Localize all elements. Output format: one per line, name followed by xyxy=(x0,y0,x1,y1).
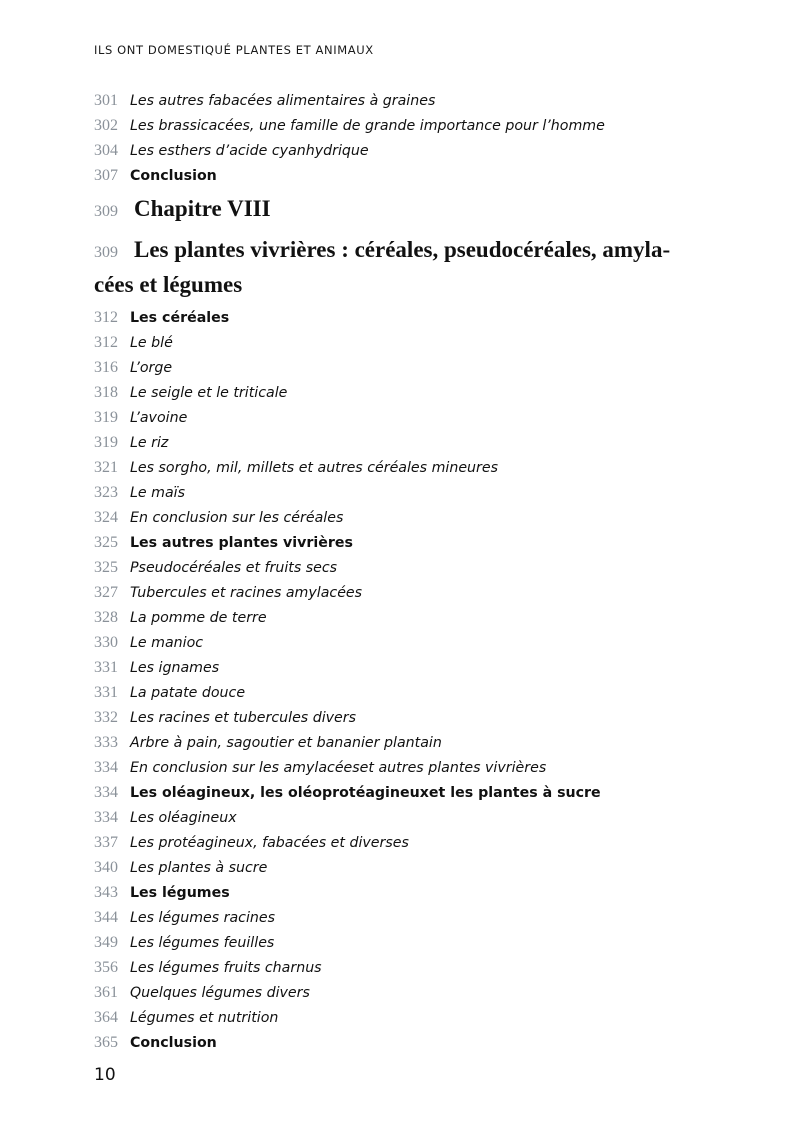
toc-entry[interactable] xyxy=(94,405,734,430)
toc-entry-title: Le blé xyxy=(130,335,173,351)
toc-entry[interactable] xyxy=(94,530,734,555)
toc-entry-page-number: 325 xyxy=(94,534,118,551)
toc-entry[interactable] xyxy=(94,355,734,380)
toc-entry-title: Le maïs xyxy=(130,485,185,501)
toc-entry-page-number: 301 xyxy=(94,92,118,109)
toc-entry-page-number: 365 xyxy=(94,1034,118,1051)
toc-entry[interactable] xyxy=(94,163,734,188)
toc-entry-page-number: 340 xyxy=(94,859,118,876)
toc-entry-title: L’avoine xyxy=(130,410,188,426)
toc-entry-title: Les légumes racines xyxy=(130,910,276,926)
toc-entry[interactable] xyxy=(94,380,734,405)
toc-entry-title: Les autres plantes vivrières xyxy=(130,535,353,551)
section-heading xyxy=(94,234,704,301)
toc-entry[interactable] xyxy=(94,630,734,655)
toc-entry-title: Les légumes feuilles xyxy=(130,935,275,951)
toc-entry-page-number: 349 xyxy=(94,934,118,951)
chapter-title: Chapitre VIII xyxy=(134,196,271,221)
toc-entry[interactable] xyxy=(94,505,734,530)
toc-entry-title: Les esthers d’acide cyanhydrique xyxy=(130,143,369,159)
toc-entry[interactable] xyxy=(94,955,734,980)
toc-entry[interactable] xyxy=(94,655,734,680)
toc-entry[interactable] xyxy=(94,805,734,830)
section-title: Les plantes vivrières : céréales, pseudocéréales, amyla-cées et légumes xyxy=(94,237,671,297)
toc-entry-page-number: 312 xyxy=(94,334,118,351)
toc-entry-title: Le riz xyxy=(130,435,169,451)
toc-entry-title: Les oléagineux, les oléoprotéagineuxet les plantes à sucre xyxy=(130,785,601,801)
toc-entry-title: La patate douce xyxy=(130,685,246,701)
toc-entry-page-number: 327 xyxy=(94,584,118,601)
toc-entry-page-number: 331 xyxy=(94,659,118,676)
toc-entry-title: La pomme de terre xyxy=(130,610,267,626)
toc-entry-title: En conclusion sur les amylacéeset autres plantes vivrières xyxy=(130,760,547,776)
toc-entries-top xyxy=(94,88,734,188)
toc-entry-page-number: 318 xyxy=(94,384,118,401)
toc-entry-page-number: 319 xyxy=(94,434,118,451)
chapter-page-number: 309 xyxy=(94,203,118,220)
toc-entry-page-number: 334 xyxy=(94,809,118,826)
toc-entry-page-number: 361 xyxy=(94,984,118,1001)
toc-entry-title: Les autres fabacées alimentaires à graines xyxy=(130,93,436,109)
toc-entry[interactable] xyxy=(94,980,734,1005)
toc-entry[interactable] xyxy=(94,430,734,455)
toc-entry[interactable] xyxy=(94,330,734,355)
toc-entry-page-number: 356 xyxy=(94,959,118,976)
toc-entry-page-number: 334 xyxy=(94,784,118,801)
toc-entry-title: L’orge xyxy=(130,360,173,376)
toc-entry-page-number: 330 xyxy=(94,634,118,651)
toc-entry[interactable] xyxy=(94,88,734,113)
toc-entry[interactable] xyxy=(94,580,734,605)
toc-entry-page-number: 316 xyxy=(94,359,118,376)
page-number: 10 xyxy=(94,1065,116,1085)
toc-entry-page-number: 328 xyxy=(94,609,118,626)
toc-entry-page-number: 344 xyxy=(94,909,118,926)
toc-entry-title: Quelques légumes divers xyxy=(130,985,310,1001)
toc-entry[interactable] xyxy=(94,705,734,730)
toc-entry-page-number: 332 xyxy=(94,709,118,726)
toc-entry-page-number: 331 xyxy=(94,684,118,701)
toc-entry-title: Les ignames xyxy=(130,660,220,676)
toc-entry-title: Conclusion xyxy=(130,168,217,184)
toc-entry[interactable] xyxy=(94,855,734,880)
toc-entry[interactable] xyxy=(94,680,734,705)
toc-entry[interactable] xyxy=(94,905,734,930)
toc-entry-title: Les brassicacées, une famille de grande importance pour l’homme xyxy=(130,118,605,134)
toc-entry-page-number: 321 xyxy=(94,459,118,476)
toc-entry[interactable] xyxy=(94,1005,734,1030)
toc-entry-title: Pseudocéréales et fruits secs xyxy=(130,560,338,576)
toc-entry[interactable] xyxy=(94,830,734,855)
toc-entry[interactable] xyxy=(94,480,734,505)
toc-entry-title: En conclusion sur les céréales xyxy=(130,510,344,526)
toc-entry[interactable] xyxy=(94,730,734,755)
toc-entry[interactable] xyxy=(94,605,734,630)
toc-entry-title: Les oléagineux xyxy=(130,810,237,826)
toc-entry-title: Conclusion xyxy=(130,1035,217,1051)
toc-entries xyxy=(94,305,734,1055)
toc-entry-page-number: 304 xyxy=(94,142,118,159)
toc-entry[interactable] xyxy=(94,930,734,955)
toc-entry-page-number: 333 xyxy=(94,734,118,751)
toc-entry-title: Tubercules et racines amylacées xyxy=(130,585,363,601)
toc-entry-page-number: 364 xyxy=(94,1009,118,1026)
toc-entry-page-number: 325 xyxy=(94,559,118,576)
toc-entry-title: Légumes et nutrition xyxy=(130,1010,279,1026)
toc-entry-title: Le manioc xyxy=(130,635,204,651)
toc-entry[interactable] xyxy=(94,138,734,163)
toc-entry[interactable] xyxy=(94,880,734,905)
toc-entry-title: Les légumes xyxy=(130,885,230,901)
toc-entry[interactable] xyxy=(94,113,734,138)
toc-entry-title: Les plantes à sucre xyxy=(130,860,268,876)
toc-entry[interactable] xyxy=(94,755,734,780)
toc-entry-page-number: 337 xyxy=(94,834,118,851)
section-page-number: 309 xyxy=(94,244,118,261)
toc-entry-page-number: 323 xyxy=(94,484,118,501)
running-head: ILS ONT DOMESTIQUÉ PLANTES ET ANIMAUX xyxy=(94,43,374,57)
toc-entry-title: Les sorgho, mil, millets et autres céréales mineures xyxy=(130,460,498,476)
toc-entry-title: Le seigle et le triticale xyxy=(130,385,288,401)
chapter-heading xyxy=(94,190,734,228)
toc-entry[interactable] xyxy=(94,305,734,330)
toc-entry-title: Les légumes fruits charnus xyxy=(130,960,322,976)
toc-entry-page-number: 324 xyxy=(94,509,118,526)
toc-entry-page-number: 334 xyxy=(94,759,118,776)
table-of-contents xyxy=(94,88,734,1055)
toc-entry[interactable] xyxy=(94,455,734,480)
toc-entry-title: Arbre à pain, sagoutier et bananier plantain xyxy=(130,735,442,751)
toc-entry[interactable] xyxy=(94,555,734,580)
toc-entry[interactable] xyxy=(94,1030,734,1055)
toc-entry-title: Les protéagineux, fabacées et diverses xyxy=(130,835,409,851)
toc-entry-title: Les céréales xyxy=(130,310,230,326)
toc-entry-page-number: 343 xyxy=(94,884,118,901)
toc-entry-page-number: 319 xyxy=(94,409,118,426)
toc-entry-title: Les racines et tubercules divers xyxy=(130,710,357,726)
toc-entry-page-number: 312 xyxy=(94,309,118,326)
toc-entry-page-number: 302 xyxy=(94,117,118,134)
toc-entry-page-number: 307 xyxy=(94,167,118,184)
toc-entry[interactable] xyxy=(94,780,734,805)
